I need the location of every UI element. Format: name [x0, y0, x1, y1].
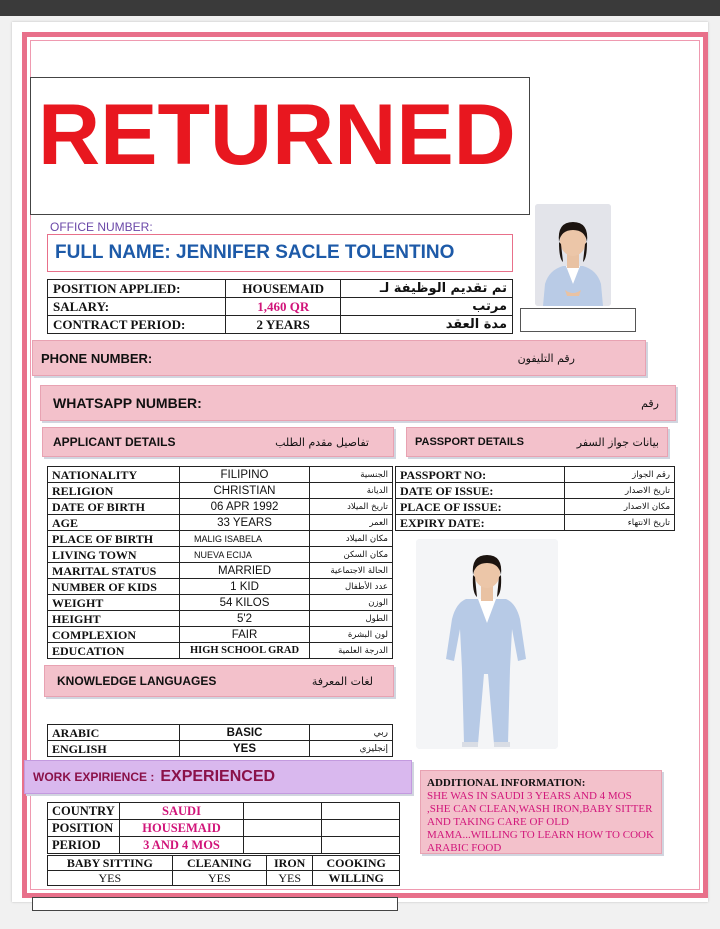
complexion-value: FAIR [180, 627, 310, 643]
weight-value: 54 KILOS [180, 595, 310, 611]
arabic-value: BASIC [180, 725, 310, 741]
place-of-issue-arabic: مكان الاصدار [565, 499, 675, 515]
marital-status-label: MARITAL STATUS [48, 563, 180, 579]
dob-label: DATE OF BIRTH [48, 499, 180, 515]
position-label: POSITION APPLIED: [48, 280, 226, 298]
passport-header-arabic: بيانات جواز السفر [576, 435, 659, 449]
table-row [48, 499, 393, 515]
nationality-arabic: الجنسية [310, 467, 393, 483]
returned-stamp: RETURNED [38, 87, 516, 183]
work-experience-label: WORK EXPIRIENCE : [33, 770, 155, 784]
contract-value: 2 YEARS [226, 316, 341, 334]
table-row [48, 467, 393, 483]
viewer-top-bar [0, 0, 720, 16]
skill-iron-header: IRON [266, 856, 312, 871]
living-town-value: NUEVA ECIJA [180, 547, 310, 563]
expiry-date-label: EXPIRY DATE: [396, 515, 565, 531]
weight-arabic: الوزن [310, 595, 393, 611]
country-value: SAUDI [120, 803, 244, 820]
education-value: HIGH SCHOOL GRAD [180, 643, 310, 659]
passport-no-arabic: رقم الجواز [565, 467, 675, 483]
table-row [48, 725, 393, 741]
empty-cell [244, 803, 322, 820]
living-town-label: LIVING TOWN [48, 547, 180, 563]
skill-baby-sitting-value: YES [48, 871, 173, 886]
table-row [48, 280, 513, 298]
passport-no-label: PASSPORT NO: [396, 467, 565, 483]
whatsapp-arabic: رقم [641, 396, 659, 410]
religion-label: RELIGION [48, 483, 180, 499]
height-arabic: الطول [310, 611, 393, 627]
table-row [48, 531, 393, 547]
arabic-arabic: ربي [310, 725, 393, 741]
english-value: YES [180, 741, 310, 757]
phone-number-bar [32, 340, 646, 376]
additional-info-title: ADDITIONAL INFORMATION: [427, 777, 586, 789]
table-row [48, 579, 393, 595]
table-row [48, 515, 393, 531]
table-row [48, 595, 393, 611]
place-of-birth-arabic: مكان الميلاد [310, 531, 393, 547]
contract-arabic: مدة العقد [341, 316, 513, 334]
table-row [48, 803, 400, 820]
whatsapp-number-bar [40, 385, 676, 421]
applicant-header-arabic: تفاصيل مقدم الطلب [275, 435, 369, 449]
place-of-issue-label: PLACE OF ISSUE: [396, 499, 565, 515]
applicant-full-body-photo [416, 539, 558, 749]
table-row [48, 547, 393, 563]
table-row [48, 837, 400, 854]
empty-cell [244, 837, 322, 854]
dob-arabic: تاريخ الميلاد [310, 499, 393, 515]
english-label: ENGLISH [48, 741, 180, 757]
empty-cell [322, 837, 400, 854]
position-value: HOUSEMAID [120, 820, 244, 837]
job-table [47, 279, 513, 334]
table-row [48, 871, 400, 886]
complexion-label: COMPLEXION [48, 627, 180, 643]
nationality-label: NATIONALITY [48, 467, 180, 483]
table-row [48, 627, 393, 643]
skill-iron-value: YES [266, 871, 312, 886]
country-label: COUNTRY [48, 803, 120, 820]
english-arabic: إنجليزي [310, 741, 393, 757]
table-row [396, 467, 675, 483]
skills-table [47, 855, 400, 886]
height-value: 5'2 [180, 611, 310, 627]
place-of-birth-label: PLACE OF BIRTH [48, 531, 180, 547]
whatsapp-label: WHATSAPP NUMBER: [53, 395, 202, 411]
table-row [48, 741, 393, 757]
applicant-details-header [42, 427, 394, 457]
table-row [396, 483, 675, 499]
date-of-issue-label: DATE OF ISSUE: [396, 483, 565, 499]
languages-table [47, 724, 393, 757]
contract-label: CONTRACT PERIOD: [48, 316, 226, 334]
kids-arabic: عدد الأطفال [310, 579, 393, 595]
blank-box [520, 308, 636, 332]
period-label: PERIOD [48, 837, 120, 854]
languages-header-arabic: لغات المعرفة [311, 674, 373, 688]
languages-header-label: KNOWLEDGE LANGUAGES [57, 674, 217, 688]
phone-arabic: رقم التليفون [517, 351, 575, 365]
complexion-arabic: لون البشرة [310, 627, 393, 643]
arabic-label: ARABIC [48, 725, 180, 741]
marital-status-value: MARRIED [180, 563, 310, 579]
expiry-date-arabic: تاريخ الانتهاء [565, 515, 675, 531]
office-number-label: OFFICE NUMBER: [50, 220, 153, 234]
skill-cooking-header: COOKING [313, 856, 400, 871]
kids-label: NUMBER OF KIDS [48, 579, 180, 595]
skill-baby-sitting-header: BABY SITTING [48, 856, 173, 871]
kids-value: 1 KID [180, 579, 310, 595]
experience-table [47, 802, 400, 854]
phone-label: PHONE NUMBER: [41, 350, 153, 366]
skill-cleaning-header: CLEANING [172, 856, 266, 871]
empty-cell [322, 820, 400, 837]
table-row [396, 499, 675, 515]
empty-cell [322, 803, 400, 820]
religion-value: CHRISTIAN [180, 483, 310, 499]
table-row [48, 483, 393, 499]
education-arabic: الدرجة العلمية [310, 643, 393, 659]
bottom-blank-box [32, 897, 398, 911]
period-value: 3 AND 4 MOS [120, 837, 244, 854]
dob-value: 06 APR 1992 [180, 499, 310, 515]
passport-details-header [406, 427, 668, 457]
salary-value: 1,460 QR [226, 298, 341, 316]
passport-header-label: PASSPORT DETAILS [415, 436, 524, 448]
table-row [48, 563, 393, 579]
empty-cell [244, 820, 322, 837]
table-row [48, 298, 513, 316]
age-value: 33 YEARS [180, 515, 310, 531]
skill-cooking-value: WILLING [313, 871, 400, 886]
salary-arabic: مرتب [341, 298, 513, 316]
table-row [48, 316, 513, 334]
position-value: HOUSEMAID [226, 280, 341, 298]
skill-cleaning-value: YES [172, 871, 266, 886]
applicant-details-table [47, 466, 393, 659]
table-row [48, 643, 393, 659]
age-arabic: العمر [310, 515, 393, 531]
marital-status-arabic: الحالة الاجتماعية [310, 563, 393, 579]
education-label: EDUCATION [48, 643, 180, 659]
salary-label: SALARY: [48, 298, 226, 316]
date-of-issue-arabic: تاريخ الاصدار [565, 483, 675, 499]
additional-info-text: SHE WAS IN SAUDI 3 YEARS AND 4 MOS ,SHE CAN CLEAN,WASH IRON,BABY SITTER AND TAKING CARE OF OLD MAMA...WILLING TO LEARN HOW TO COOK ARABIC FOOD [427, 790, 654, 854]
religion-arabic: الديانة [310, 483, 393, 499]
position-label: POSITION [48, 820, 120, 837]
table-row [396, 515, 675, 531]
work-experience-bar [24, 760, 412, 794]
table-row [48, 611, 393, 627]
passport-details-table [395, 466, 675, 531]
weight-label: WEIGHT [48, 595, 180, 611]
work-experience-value: EXPERIENCED [160, 768, 276, 785]
position-arabic: تم تقديم الوظيفة لـ [341, 280, 513, 298]
living-town-arabic: مكان السكن [310, 547, 393, 563]
knowledge-languages-header [44, 665, 394, 697]
table-row [48, 856, 400, 871]
applicant-portrait-photo [535, 204, 611, 306]
height-label: HEIGHT [48, 611, 180, 627]
age-label: AGE [48, 515, 180, 531]
full-name-box [47, 234, 513, 272]
full-name: FULL NAME: JENNIFER SACLE TOLENTINO [55, 242, 455, 263]
nationality-value: FILIPINO [180, 467, 310, 483]
place-of-birth-value: MALIG ISABELA [180, 531, 310, 547]
applicant-header-label: APPLICANT DETAILS [53, 435, 176, 449]
additional-information-box [420, 770, 662, 854]
table-row [48, 820, 400, 837]
